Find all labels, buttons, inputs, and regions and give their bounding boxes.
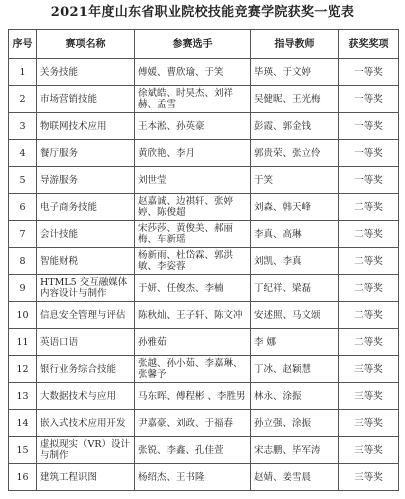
cell-event: 物联网技术应用: [37, 113, 135, 140]
cell-award: 一等奖: [339, 86, 399, 113]
cell-no: 14: [9, 410, 37, 437]
cell-teachers: 郭贵荣、张立伶: [251, 140, 339, 167]
cell-event: 英语口语: [37, 329, 135, 356]
cell-students: 马东晖、傅程彬 、李胜男: [135, 383, 251, 410]
cell-event: 市场营销技能: [37, 86, 135, 113]
cell-event: 电子商务技能: [37, 194, 135, 221]
cell-award: 三等奖: [339, 410, 399, 437]
cell-event: 嵌入式技术应用开发: [37, 410, 135, 437]
cell-students: 傅媛、曹欣瑜、于笑: [135, 59, 251, 86]
cell-award: 二等奖: [339, 221, 399, 248]
cell-teachers: 吴健昵、王光梅: [251, 86, 339, 113]
cell-students: 陈秋灿、王子轩、陈文冲: [135, 302, 251, 329]
cell-teachers: 林永、涂振: [251, 383, 339, 410]
table-row: [9, 356, 399, 383]
cell-students: 宋莎莎、黄俊美、郝丽梅、车新瑶: [135, 221, 251, 248]
cell-no: 11: [9, 329, 37, 356]
header-no: 序号: [9, 30, 37, 59]
cell-teachers: 赵婧、姜雪晨: [251, 464, 339, 491]
cell-award: 二等奖: [339, 194, 399, 221]
cell-students: 孙雅茹: [135, 329, 251, 356]
cell-teachers: 刘凯、李真: [251, 248, 339, 275]
cell-students: 徐斌皓、时昊杰、刘祥赫、孟雪: [135, 86, 251, 113]
cell-students: 杨绍杰、王书隆: [135, 464, 251, 491]
cell-no: 9: [9, 275, 37, 302]
table-row: [9, 329, 399, 356]
page-title: 2021年度山东省职业院校技能竞赛学院获奖一览表: [50, 5, 355, 20]
table-row: [9, 383, 399, 410]
cell-award: 三等奖: [339, 356, 399, 383]
cell-students: 杨新雨、杜岱霖、郭洪敏、李姿蓉: [135, 248, 251, 275]
cell-award: 三等奖: [339, 464, 399, 491]
cell-no: 12: [9, 356, 37, 383]
awards-table: [8, 29, 399, 491]
cell-no: 5: [9, 167, 37, 194]
cell-teachers: 李真、高琳: [251, 221, 339, 248]
cell-no: 1: [9, 59, 37, 86]
cell-teachers: 宋志鹏、毕军涛: [251, 437, 339, 464]
cell-event: 银行业务综合技能: [37, 356, 135, 383]
table-row: [9, 113, 399, 140]
cell-event: 建筑工程识图: [37, 464, 135, 491]
cell-award: 二等奖: [339, 329, 399, 356]
cell-event: 关务技能: [37, 59, 135, 86]
cell-award: 二等奖: [339, 248, 399, 275]
cell-no: 10: [9, 302, 37, 329]
cell-teachers: 安述照、马文颂: [251, 302, 339, 329]
table-row: [9, 248, 399, 275]
cell-award: 三等奖: [339, 437, 399, 464]
table-row: [9, 275, 399, 302]
cell-event: 餐厅服务: [37, 140, 135, 167]
table-row: [9, 86, 399, 113]
cell-event: 虚拟现实（VR）设计与制作: [37, 437, 135, 464]
cell-students: 尹嘉豪、刘政、于福春: [135, 410, 251, 437]
cell-award: 一等奖: [339, 167, 399, 194]
cell-no: 16: [9, 464, 37, 491]
cell-students: 于妍、任俊杰、李楠: [135, 275, 251, 302]
cell-event: 会计技能: [37, 221, 135, 248]
table-row: [9, 410, 399, 437]
cell-teachers: 李 娜: [251, 329, 339, 356]
table-row: [9, 302, 399, 329]
cell-teachers: 毕瑛、于文婷: [251, 59, 339, 86]
cell-students: 刘世莹: [135, 167, 251, 194]
cell-event: 信息安全管理与评估: [37, 302, 135, 329]
table-row: [9, 437, 399, 464]
cell-no: 13: [9, 383, 37, 410]
table-row: [9, 167, 399, 194]
cell-award: 三等奖: [339, 383, 399, 410]
header-event: 赛项名称: [37, 30, 135, 59]
header-students: 参赛选手: [135, 30, 251, 59]
cell-award: 一等奖: [339, 59, 399, 86]
cell-no: 4: [9, 140, 37, 167]
cell-students: 赵嘉诚、边祺轩、张婷婷、陈俊超: [135, 194, 251, 221]
cell-event: 导游服务: [37, 167, 135, 194]
table-row: [9, 194, 399, 221]
cell-teachers: 丁纪祥、梁磊: [251, 275, 339, 302]
table-row: [9, 464, 399, 491]
cell-teachers: 于笑: [251, 167, 339, 194]
cell-award: 一等奖: [339, 140, 399, 167]
cell-students: 黄欣艳、李月: [135, 140, 251, 167]
cell-no: 8: [9, 248, 37, 275]
table-row: [9, 59, 399, 86]
header-teachers: 指导教师: [251, 30, 339, 59]
header-award: 获奖奖项: [339, 30, 399, 59]
cell-event: 智能财税: [37, 248, 135, 275]
cell-event: HTML5 交互融媒体内容设计与制作: [37, 275, 135, 302]
cell-students: 张越、孙小茹、李嘉琳、张馨予: [135, 356, 251, 383]
cell-event: 大数据技术与应用: [37, 383, 135, 410]
cell-students: 张锐、李鑫、孔佳萱: [135, 437, 251, 464]
cell-no: 3: [9, 113, 37, 140]
cell-no: 2: [9, 86, 37, 113]
cell-award: 一等奖: [339, 113, 399, 140]
cell-award: 二等奖: [339, 275, 399, 302]
cell-teachers: 丁冰、赵颖慧: [251, 356, 339, 383]
table-row: [9, 221, 399, 248]
cell-no: 6: [9, 194, 37, 221]
table-header-row: [9, 30, 399, 59]
cell-students: 王本淞、孙英豪: [135, 113, 251, 140]
cell-teachers: 彭霞、郭金钱: [251, 113, 339, 140]
cell-no: 15: [9, 437, 37, 464]
cell-no: 7: [9, 221, 37, 248]
table-row: [9, 140, 399, 167]
cell-teachers: 孙立强、涂振: [251, 410, 339, 437]
cell-teachers: 刘森、韩天峰: [251, 194, 339, 221]
cell-award: 二等奖: [339, 302, 399, 329]
